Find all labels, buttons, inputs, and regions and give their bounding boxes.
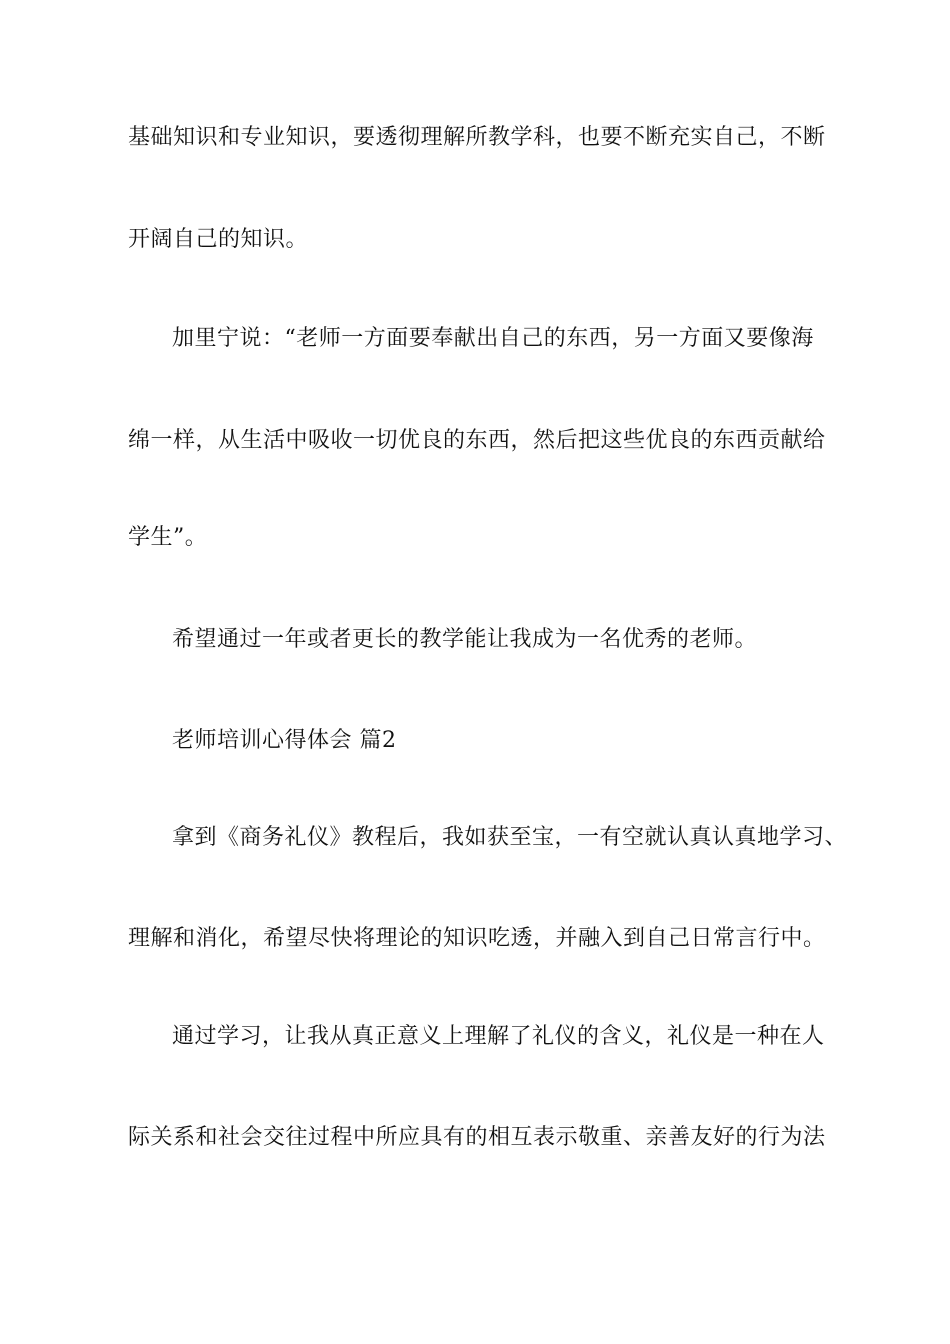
text-line: 基础知识和专业知识，要透彻理解所教学科，也要不断充实自己，不断	[128, 125, 826, 150]
text-line: 通过学习，让我从真正意义上理解了礼仪的含义，礼仪是一种在人	[172, 1024, 825, 1049]
text-line: 际关系和社会交往过程中所应具有的相互表示敬重、亲善友好的行为法	[128, 1125, 826, 1150]
text-line: 加里宁说：“老师一方面要奉献出自己的东西，另一方面又要像海	[172, 326, 814, 351]
text-line: 希望通过一年或者更长的教学能让我成为一名优秀的老师。	[172, 627, 758, 652]
section-heading: 老师培训心得体会 篇2	[172, 728, 397, 753]
text-line: 学生”。	[128, 525, 208, 550]
text-line: 理解和消化，希望尽快将理论的知识吃透，并融入到自己日常言行中。	[128, 926, 826, 951]
text-line: 开阔自己的知识。	[128, 227, 309, 252]
text-line: 绵一样，从生活中吸收一切优良的东西，然后把这些优良的东西贡献给	[128, 428, 826, 453]
text-line: 拿到《商务礼仪》教程后，我如获至宝，一有空就认真认真地学习、	[172, 825, 848, 850]
